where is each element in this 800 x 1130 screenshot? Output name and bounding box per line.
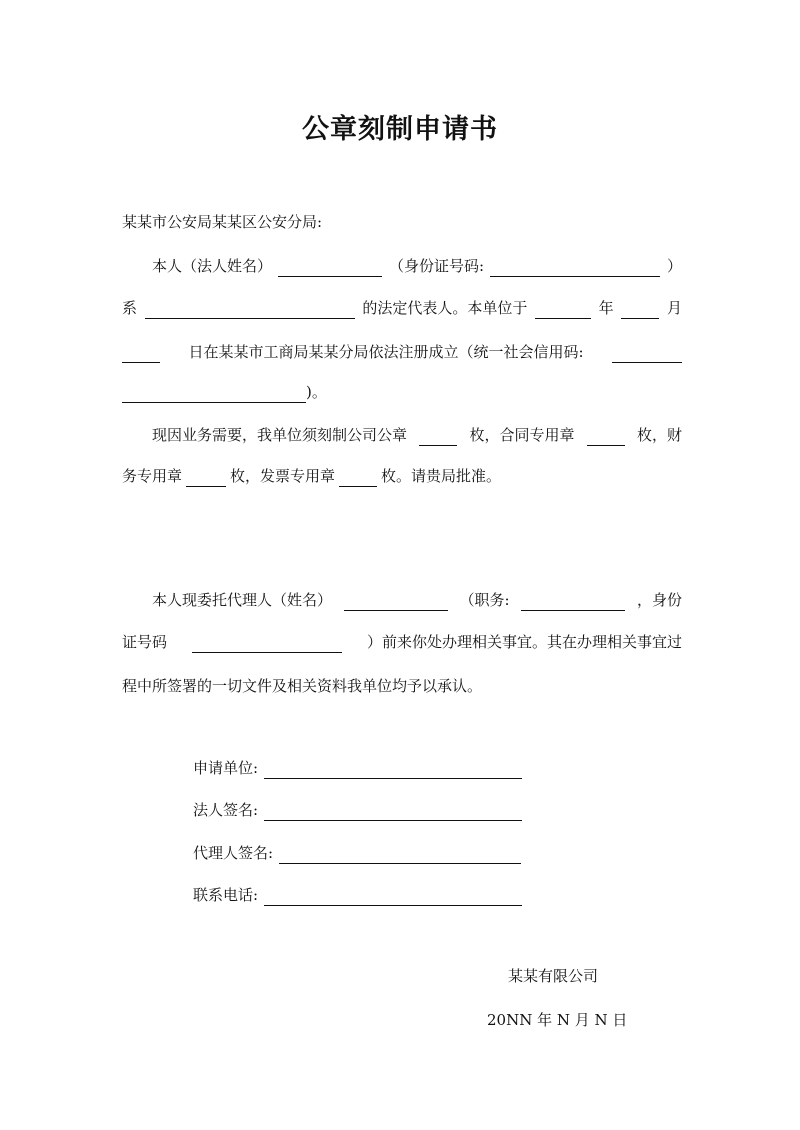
text-id-label: （身份证号码: bbox=[388, 257, 485, 275]
text-agent-name-label: 本人现委托代理人（姓名） bbox=[152, 591, 333, 609]
contract-seal-count-blank[interactable] bbox=[587, 429, 625, 446]
text-contact-phone: 联系电话: bbox=[193, 886, 259, 904]
legal-id-blank[interactable] bbox=[490, 260, 660, 277]
text-approve: 枚。请贵局批准。 bbox=[381, 467, 502, 485]
text-position-label: （职务: bbox=[459, 591, 510, 609]
agent-id-blank[interactable] bbox=[192, 636, 342, 653]
text-finance-seal: 务专用章 bbox=[122, 467, 183, 485]
text-id-number-label: 证号码 bbox=[122, 633, 168, 651]
legal-signature-blank[interactable] bbox=[264, 805, 522, 821]
agent-name-blank[interactable] bbox=[344, 594, 448, 611]
text-registered: 日在某某市工商局某某分局依法注册成立（统一社会信用码: bbox=[188, 343, 584, 361]
company-name-blank[interactable] bbox=[145, 302, 355, 319]
text-finance-start: 枚，财 bbox=[636, 426, 682, 444]
text-come-handle: ）前来你处办理相关事宜。其在办理相关事宜过 bbox=[366, 633, 682, 651]
text-id-start: ，身份 bbox=[636, 591, 682, 609]
text-contract-seal: 枚，合同专用章 bbox=[469, 426, 575, 444]
text-agent-signature: 代理人签名: bbox=[193, 844, 274, 862]
credit-code-blank-1[interactable] bbox=[612, 346, 682, 363]
paragraph-2-line-1 bbox=[152, 424, 682, 446]
text-xi: 系 bbox=[122, 299, 138, 317]
credit-code-blank-2[interactable] bbox=[122, 386, 306, 403]
paragraph-3-line-1 bbox=[152, 589, 682, 611]
legal-name-blank[interactable] bbox=[278, 260, 382, 277]
agent-position-blank[interactable] bbox=[521, 594, 625, 611]
text-legal-name-label: 本人（法人姓名） bbox=[152, 257, 273, 275]
invoice-seal-count-blank[interactable] bbox=[339, 470, 377, 487]
document-date: 20NN 年 N 月 N 日 bbox=[487, 1011, 628, 1029]
applicant-unit-blank[interactable] bbox=[264, 763, 522, 779]
text-year: 年 bbox=[598, 299, 614, 317]
text-need-official-seal: 现因业务需要，我单位须刻制公司公章 bbox=[152, 426, 408, 444]
official-seal-count-blank[interactable] bbox=[419, 429, 457, 446]
paragraph-1-line-3 bbox=[122, 341, 682, 363]
text-end: )。 bbox=[306, 383, 327, 401]
text-representative: 的法定代表人。本单位于 bbox=[362, 299, 528, 317]
paragraph-3-line-3: 程中所签署的一切文件及相关资料我单位均予以承认。 bbox=[122, 677, 483, 695]
salutation: 某某市公安局某某区公安分局: bbox=[122, 213, 323, 231]
document-title: 公章刻制申请书 bbox=[302, 114, 498, 145]
paragraph-1-line-1 bbox=[152, 255, 682, 277]
day-blank[interactable] bbox=[122, 346, 160, 363]
month-blank[interactable] bbox=[621, 302, 659, 319]
sign-row-phone bbox=[193, 884, 522, 906]
paragraph-1-line-4 bbox=[122, 381, 682, 403]
paragraph-1-line-2 bbox=[122, 297, 682, 319]
paragraph-3-line-2 bbox=[122, 631, 682, 653]
sign-row-unit bbox=[193, 757, 522, 779]
text-month: 月 bbox=[666, 299, 682, 317]
text-invoice-seal: 枚，发票专用章 bbox=[230, 467, 336, 485]
agent-signature-blank[interactable] bbox=[279, 848, 521, 864]
contact-phone-blank[interactable] bbox=[264, 890, 522, 906]
text-applicant-unit: 申请单位: bbox=[193, 759, 259, 777]
sign-row-legal bbox=[193, 799, 522, 821]
finance-seal-count-blank[interactable] bbox=[186, 470, 226, 487]
sign-row-agent bbox=[193, 842, 521, 864]
text-legal-signature: 法人签名: bbox=[193, 801, 259, 819]
year-blank[interactable] bbox=[535, 302, 591, 319]
text-close-paren: ） bbox=[666, 257, 682, 275]
company-name: 某某有限公司 bbox=[508, 967, 599, 985]
paragraph-2-line-2 bbox=[122, 465, 682, 487]
